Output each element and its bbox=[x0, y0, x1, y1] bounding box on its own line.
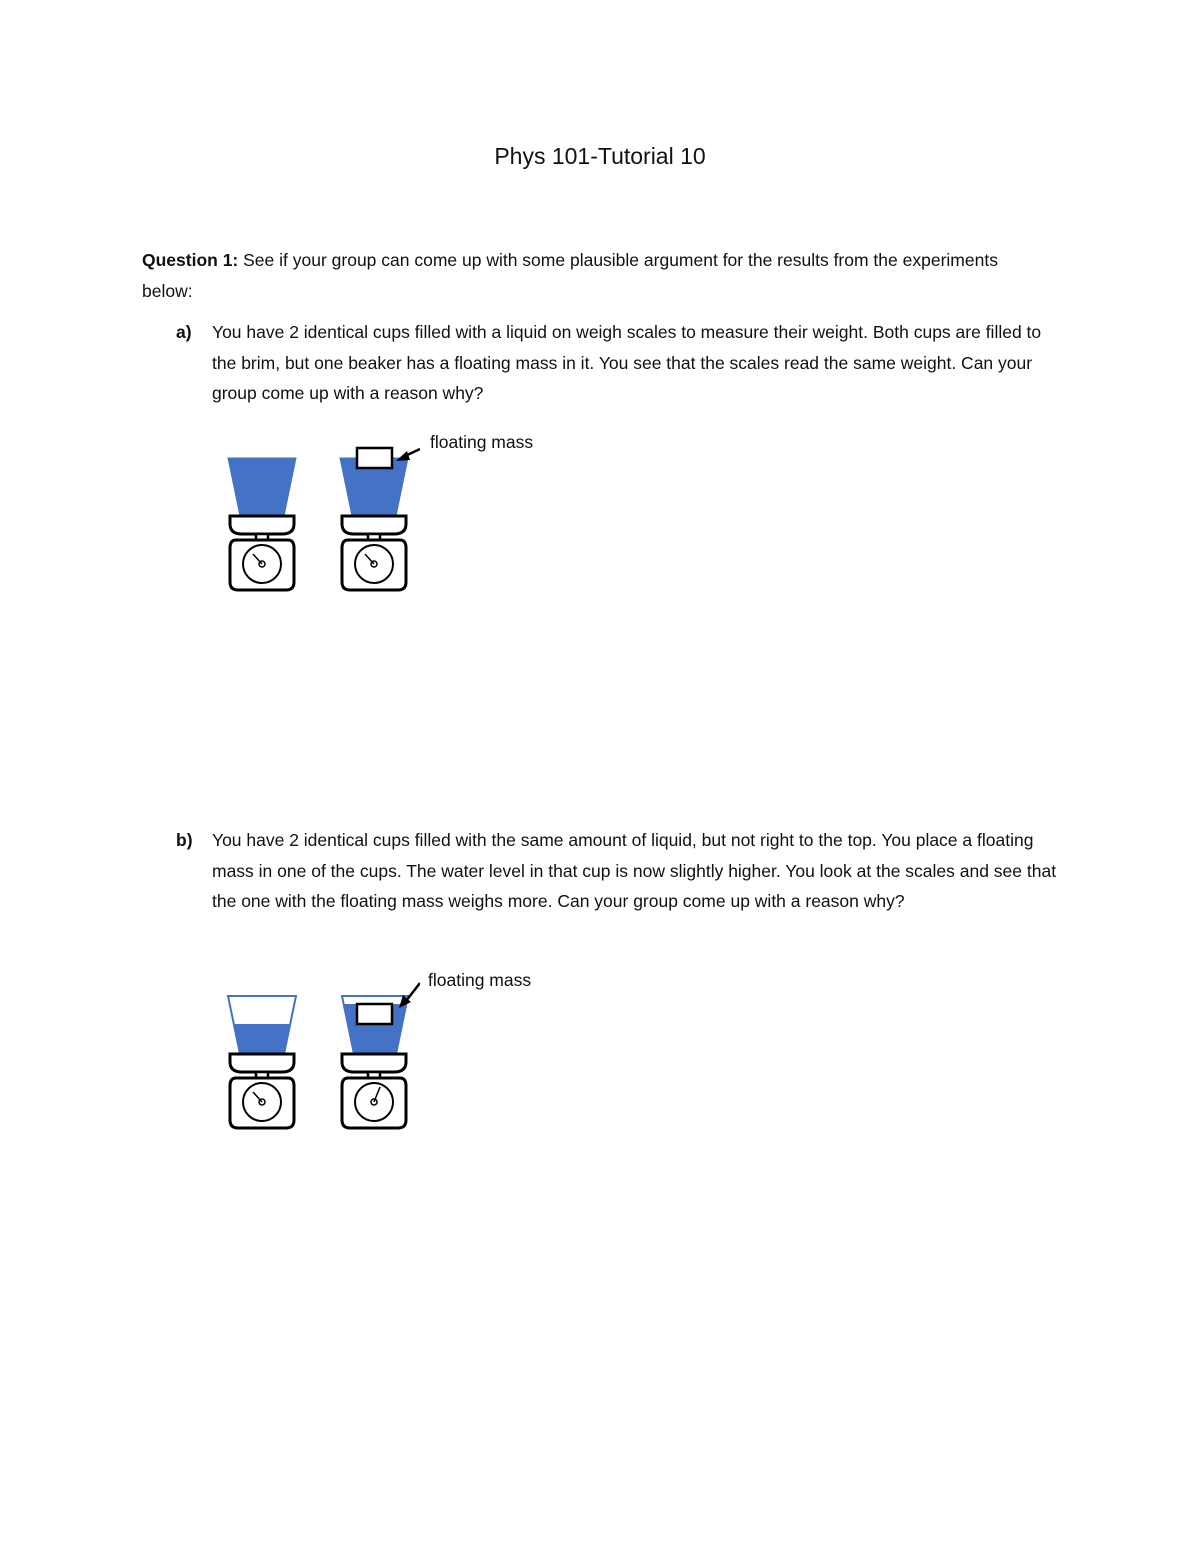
figure-a-scales bbox=[220, 430, 420, 600]
part-b-text: You have 2 identical cups filled with the same amount of liquid, but not right to the top. You place a floating mass in one of the cups. The water level in that cup is now slightly higher. You look at the scales and see that the one with the floating mass weighs more. Can your group come up with a reason why? bbox=[212, 830, 1057, 911]
cup-partial-left-liquid bbox=[234, 1024, 290, 1054]
scale-left-b bbox=[230, 1054, 294, 1128]
scale-right-b bbox=[342, 1054, 406, 1128]
figure-b-scales bbox=[220, 968, 420, 1138]
cup-full-left bbox=[228, 458, 296, 516]
scale-left bbox=[230, 516, 294, 590]
part-b-marker: b) bbox=[176, 830, 193, 850]
question-1-label: Question 1: bbox=[142, 250, 239, 270]
question-1-text: See if your group can come up with some plausible argument for the results from the experiments below: bbox=[142, 250, 998, 301]
figure-a-label: floating mass bbox=[430, 432, 534, 452]
part-a-marker: a) bbox=[176, 322, 192, 342]
arrow-a-head bbox=[396, 451, 410, 461]
floating-mass-block-b bbox=[357, 1004, 392, 1024]
scale-right bbox=[342, 516, 406, 590]
page-title: Phys 101-Tutorial 10 bbox=[494, 143, 706, 169]
figure-b-label: floating mass bbox=[428, 970, 532, 990]
floating-mass-block-a bbox=[357, 448, 392, 468]
part-a-text: You have 2 identical cups filled with a liquid on weigh scales to measure their weight. Both cups are filled to the brim, but one beaker has a floating mass in it. You see that the scales read the same weight. Can your group come up with a reason why? bbox=[212, 322, 1042, 403]
arrow-b bbox=[406, 983, 420, 1001]
question-1-intro bbox=[142, 245, 1042, 306]
